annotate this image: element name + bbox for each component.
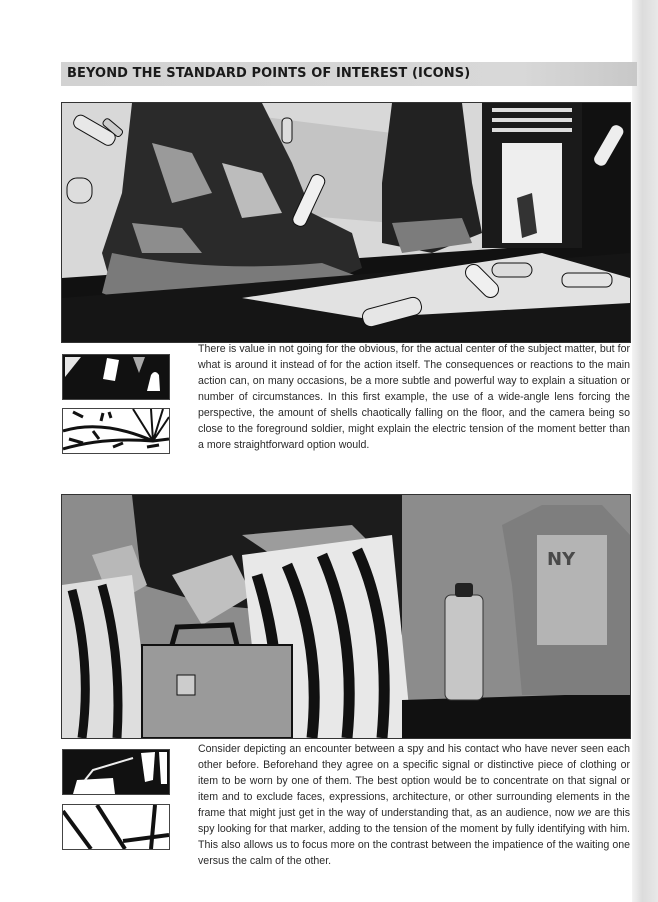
thumbnail-silhouette-1: [62, 354, 170, 400]
illustration-boots-shells: [61, 102, 631, 343]
ny-shirt-text: NY: [547, 549, 576, 570]
section-heading-bar: [61, 62, 637, 86]
thumbnail-lines-1-drawing: [63, 409, 169, 453]
section-heading: BEYOND THE STANDARD POINTS OF INTEREST (ICONS): [67, 66, 471, 81]
paragraph-spy-encounter: [198, 741, 630, 869]
boots-shells-drawing: [62, 103, 630, 342]
thumbnail-silhouette-2: [62, 749, 170, 795]
thumbnail-silhouette-2-drawing: [63, 750, 169, 794]
page-edge-shadow: [632, 0, 658, 902]
illustration-spy-encounter: [61, 494, 631, 739]
thumbnail-lines-2: [62, 804, 170, 850]
paragraph-spy-text-after: are this spy looking for that marker, adding to the tension of the moment by fully identifying with him. This also allows us to focus more on the contrast between the impatience of the waiting one versus the calm of the other.: [198, 807, 630, 867]
thumbnail-lines-2-drawing: [63, 805, 169, 849]
thumbnail-silhouette-1-drawing: [63, 355, 169, 399]
thumbnail-lines-1: [62, 408, 170, 454]
spy-encounter-drawing: [62, 495, 630, 738]
paragraph-spy-emphasis: we: [577, 807, 592, 819]
paragraph-spy-text-before: Consider depicting an encounter between a spy and his contact who have never seen each other before. Beforehand they agree on a specific signal or distinctive piece of clothing or item to be worn by one of them. The best option would be to concentrate on that signal or item and to exclude faces, expressions, architecture, or other surrounding elements in the frame that might just get in the way of understanding that, as an audience, now: [198, 743, 630, 819]
paragraph-wide-angle-example: There is value in not going for the obvious, for the actual center of the subject matter, but for what is around it instead of for the action itself. The consequences or reactions to the main action can, on many occasions, be a more subtle and powerful way to explain a situation or number of circumstances. In this first example, the use of a wide-angle lens forcing the perspective, the amount of shells chaotically falling on the floor, and the camera being so close to the foreground soldier, might explain the electric tension of the moment better than a more straightforward option would.: [198, 343, 630, 451]
